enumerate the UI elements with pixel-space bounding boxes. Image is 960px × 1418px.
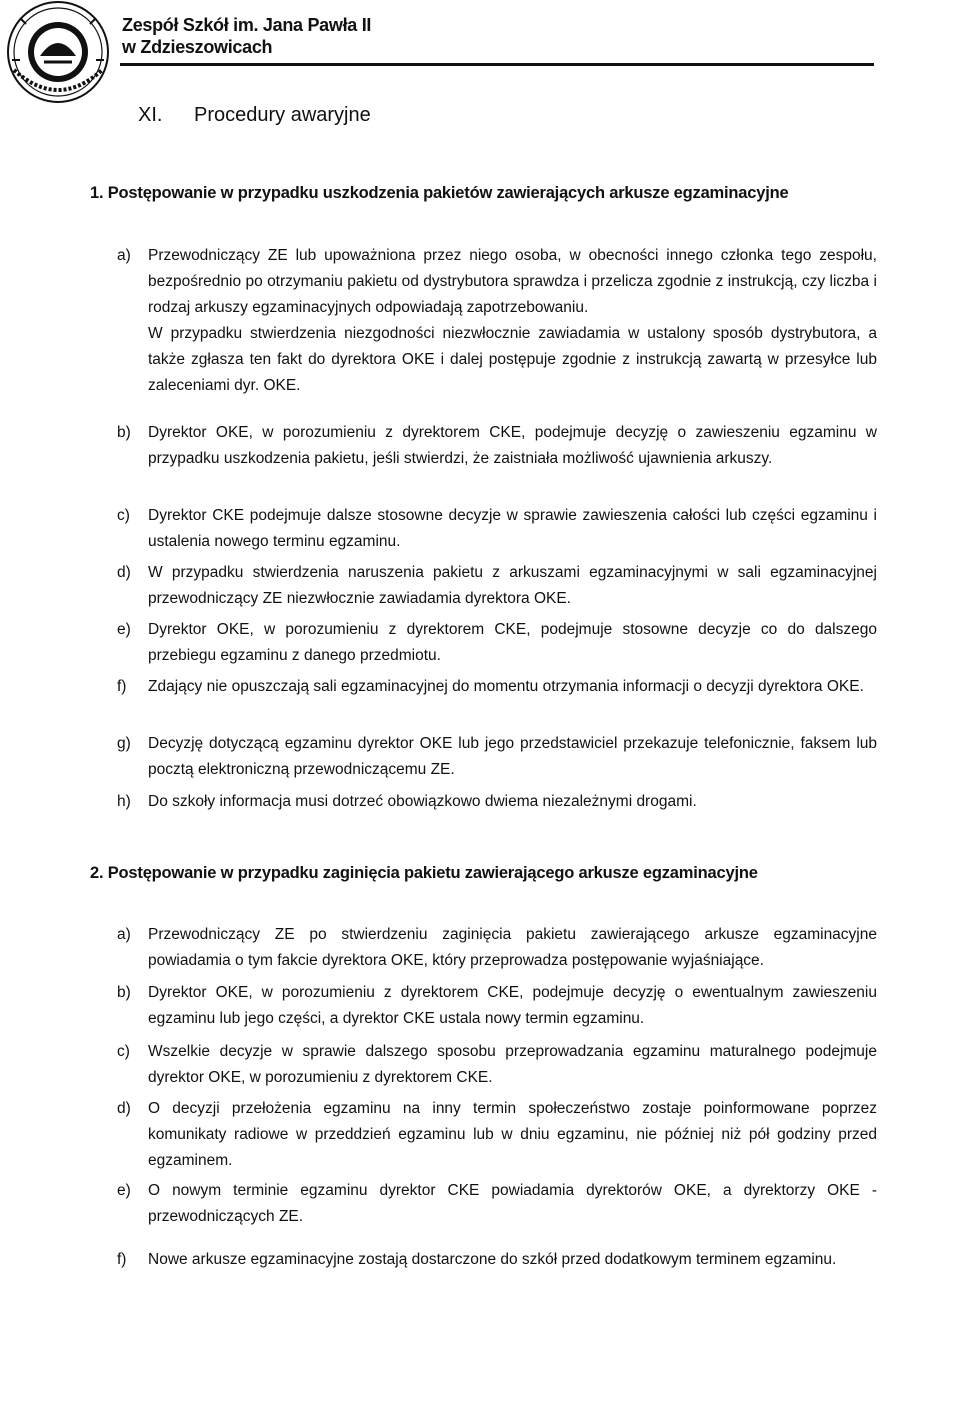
list-item [117,980,877,1032]
list-item-text: Dyrektor OKE, w porozumieniu z dyrektorem CKE, podejmuje decyzję o zawieszeniu egzaminu w przypadku uszkodzenia pakietu, jeśli stwierdzi, że zaistniała możliwość ujawnienia arkuszy. [148,424,877,467]
list-item-text: O decyzji przełożenia egzaminu na inny termin społeczeństwo zostaje poinformowane poprzez komunikaty radiowe w przeddzień egzaminu lub w dniu egzaminu, nie później niż pół godziny przed egzaminem. [148,1100,877,1169]
list-item-label: c) [117,507,130,524]
list-item [117,1247,877,1273]
list-item-text: Dyrektor OKE, w porozumieniu z dyrektorem CKE, podejmuje decyzję o ewentualnym zawieszeniu egzaminu lub jego części, a dyrektor CKE ustala nowy termin egzaminu. [148,984,877,1027]
list-item [117,1178,877,1230]
list-item-text-continued: W przypadku stwierdzenia niezgodności niezwłocznie zawiadamia w ustalony sposób dystrybutora, a także zgłasza ten fakt do dyrektora OKE i dalej postępuje zgodnie z instrukcją zawartą w przesyłce lub zaleceniami dyr. OKE. [148,325,877,394]
list-item [117,617,877,669]
document-header [0,0,960,105]
list-item-label: c) [117,1043,130,1060]
list-item-label: f) [117,1251,127,1268]
list-item-label: d) [117,564,131,581]
list-item-label: e) [117,621,131,638]
list-item-label: a) [117,926,131,943]
header-rule [120,63,874,66]
list-item [117,731,877,783]
part1-heading: 1. Postępowanie w przypadku uszkodzenia pakietów zawierających arkusze egzaminacyjne [90,184,789,202]
part2-heading: 2. Postępowanie w przypadku zaginięcia pakietu zawierającego arkusze egzaminacyjne [90,864,758,882]
list-item-label: d) [117,1100,131,1117]
list-item-text: Nowe arkusze egzaminacyjne zostają dostarczone do szkół przed dodatkowym terminem egzaminu. [148,1251,837,1268]
list-item-label: h) [117,793,131,810]
list-item-label: b) [117,424,131,441]
list-item [117,560,877,612]
list-item-text: Przewodniczący ZE lub upoważniona przez niego osoba, w obecności innego członka tego zespołu, bezpośrednio po otrzymaniu pakietu od dystrybutora sprawdza i przelicza zgodnie z instrukcją, czy liczba i rodzaj arkuszy egzaminacyjnych odpowiadają zapotrzebowaniu. [148,247,877,316]
list-item-text: Decyzję dotyczącą egzaminu dyrektor OKE lub jego przedstawiciel przekazuje telefonicznie, faksem lub pocztą elektroniczną przewodniczącemu ZE. [148,735,877,778]
school-name-line1: Zespół Szkół im. Jana Pawła II [122,15,372,35]
list-item-label: b) [117,984,131,1001]
list-item-label: g) [117,735,131,752]
section-number: XI. [138,104,163,126]
list-item [117,674,877,700]
school-name-line2: w Zdzieszowicach [122,37,273,57]
school-seal-icon [0,0,118,104]
section-title-text: Procedury awaryjne [194,104,371,126]
list-item [117,1096,877,1174]
list-item-text: Zdający nie opuszczają sali egzaminacyjnej do momentu otrzymania informacji o decyzji dyrektora OKE. [148,678,864,695]
list-item [117,420,877,472]
list-item [117,1039,877,1091]
list-item-text: Dyrektor OKE, w porozumieniu z dyrektorem CKE, podejmuje stosowne decyzje co do dalszego przebiegu egzaminu z danego przedmiotu. [148,621,877,664]
list-item [117,922,877,974]
list-item-label: f) [117,678,127,695]
list-item-text: W przypadku stwierdzenia naruszenia pakietu z arkuszami egzaminacyjnymi w sali egzaminacyjnej przewodniczący ZE niezwłocznie zawiadamia dyrektora OKE. [148,564,877,607]
section-title [138,104,371,127]
list-item [117,789,877,815]
list-item-text: Dyrektor CKE podejmuje dalsze stosowne decyzje w sprawie zawieszenia całości lub części egzaminu i ustalenia nowego terminu egzaminu. [148,507,877,550]
list-item [117,243,877,399]
list-item [117,503,877,555]
list-item-label: a) [117,247,131,264]
list-item-text: Do szkoły informacja musi dotrzeć obowiązkowo dwiema niezależnymi drogami. [148,793,697,810]
list-item-text: O nowym terminie egzaminu dyrektor CKE powiadamia dyrektorów OKE, a dyrektorzy OKE - przewodniczących ZE. [148,1182,877,1225]
list-item-text: Przewodniczący ZE po stwierdzeniu zaginięcia pakietu zawierającego arkusze egzaminacyjne powiadamia o tym fakcie dyrektora OKE, który przeprowadza postępowanie wyjaśniające. [148,926,877,969]
list-item-text: Wszelkie decyzje w sprawie dalszego sposobu przeprowadzania egzaminu maturalnego podejmuje dyrektor OKE, w porozumieniu z dyrektorem CKE. [148,1043,877,1086]
list-item-label: e) [117,1182,131,1199]
school-name [122,14,371,58]
